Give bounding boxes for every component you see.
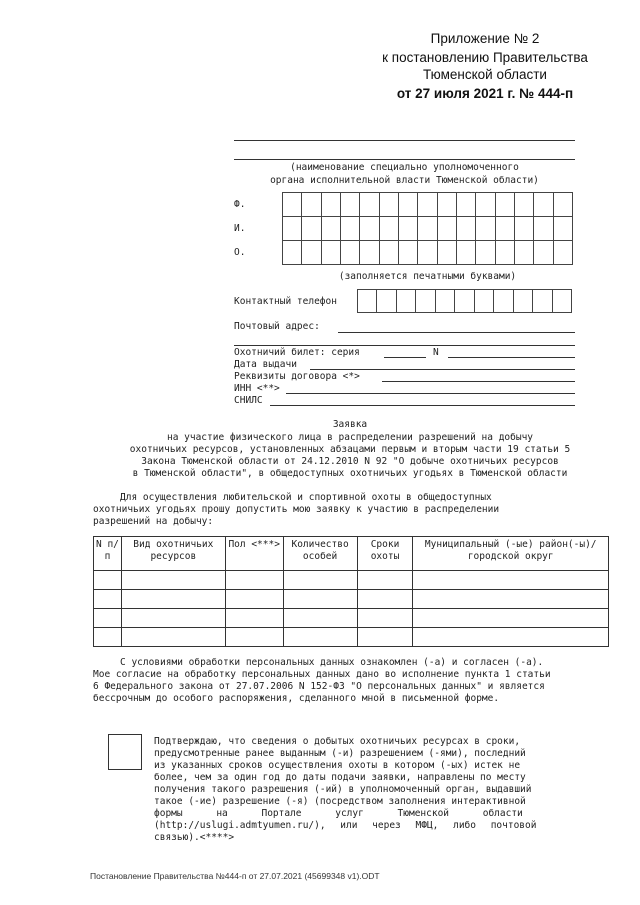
table-row[interactable] bbox=[94, 571, 609, 590]
confirm-line-4: более, чем за один год до даты подачи заявки, направлены по месту bbox=[154, 772, 526, 783]
snils-line[interactable] bbox=[270, 405, 575, 406]
surname-label: Ф. bbox=[234, 199, 246, 210]
name-cells[interactable] bbox=[283, 217, 573, 241]
ticket-series-label: Охотничий билет: серия bbox=[234, 347, 360, 358]
print-letters-note: (заполняется печатными буквами) bbox=[338, 271, 517, 282]
confirm-line-3: из указанных сроков осуществления охоты в котором (-ых) истек не bbox=[154, 760, 521, 771]
confirm-line-1: Подтверждаю, что сведения о добытых охотничьих ресурсах в сроки, bbox=[154, 736, 521, 747]
col-district-header: Муниципальный (-ые) район(-ы)/городской округ bbox=[413, 537, 609, 571]
title-line-1: на участие физического лица в распределении разрешений на добычу bbox=[166, 432, 534, 443]
recipient-line-2 bbox=[234, 159, 575, 160]
appendix-ref-line: к постановлению Правительства bbox=[382, 50, 588, 65]
confirm-line-5: получения такого разрешения (-ий) в уполномоченный орган, выдавший bbox=[154, 784, 532, 795]
issue-date-line[interactable] bbox=[310, 369, 575, 370]
phone-label: Контактный телефон bbox=[234, 296, 337, 307]
fio-letter-grid[interactable] bbox=[282, 192, 573, 265]
phone-digit-grid[interactable] bbox=[357, 289, 572, 313]
confirm-line-2: предусмотренные ранее выданным (-и) разрешением (-ями), последний bbox=[154, 748, 526, 759]
title-line-3: Закона Тюменской области от 24.12.2010 N 92 "О добыче охотничьих ресурсов bbox=[141, 456, 559, 467]
col-species-header: Вид охотничьих ресурсов bbox=[121, 537, 225, 571]
snils-label: СНИЛС bbox=[234, 395, 263, 406]
table-row[interactable] bbox=[94, 609, 609, 628]
appendix-number: Приложение № 2 bbox=[430, 31, 540, 46]
confirm-line-7: формы на Портале услуг Тюменской области bbox=[154, 808, 523, 819]
appendix-date-line: от 27 июля 2021 г. № 444-п bbox=[396, 86, 574, 101]
application-title: Заявка bbox=[332, 419, 368, 430]
surname-cells[interactable] bbox=[283, 193, 573, 217]
col-sex-header: Пол <***> bbox=[225, 537, 283, 571]
address-line-2[interactable] bbox=[234, 345, 575, 346]
consent-line-4: бессрочным до особого распоряжения, сделанного мной в письменной форме. bbox=[93, 693, 500, 704]
recipient-line-1 bbox=[234, 140, 575, 141]
title-line-2: охотничьих ресурсов, установленных абзацами первым и вторым части 19 статьи 5 bbox=[129, 444, 571, 455]
confirm-line-8: (http://uslugi.admtyumen.ru/), или через МФЦ, либо почтовой bbox=[154, 820, 537, 831]
appendix-region-line: Тюменской области bbox=[423, 67, 547, 82]
recipient-caption-1: (наименование специально уполномоченного bbox=[290, 162, 519, 173]
title-line-4: в Тюменской области", в общедоступных охотничьих угодьях в Тюменской области bbox=[132, 468, 568, 479]
document-footer: Постановление Правительства №444-п от 27.07.2021 (45699348 v1).ODT bbox=[90, 871, 380, 881]
col-period-header: Сроки охоты bbox=[357, 537, 413, 571]
patronymic-cells[interactable] bbox=[283, 241, 573, 265]
consent-line-3: 6 Федерального закона от 27.07.2006 N 152-ФЗ "О персональных данных" и является bbox=[93, 681, 545, 692]
contract-line[interactable] bbox=[382, 381, 575, 382]
consent-line-2: Мое согласие на обработку персональных данных дано во исполнение пункта 1 статьи bbox=[93, 669, 551, 680]
table-row[interactable] bbox=[94, 628, 609, 647]
table-row[interactable] bbox=[94, 590, 609, 609]
confirm-line-6: такое (-ие) разрешение (-я) (посредством заполнения интерактивной bbox=[154, 796, 526, 807]
confirm-checkbox[interactable] bbox=[108, 734, 142, 770]
intro-line-1: Для осуществления любительской и спортивной охоты в общедоступных bbox=[120, 492, 492, 503]
address-line-1[interactable] bbox=[338, 332, 575, 333]
consent-line-1: С условиями обработки персональных данных ознакомлен (-а) и согласен (-а). bbox=[120, 657, 544, 668]
issue-date-label: Дата выдачи bbox=[234, 359, 297, 370]
col-number-header: N п/п bbox=[94, 537, 122, 571]
intro-line-3: разрешений на добычу: bbox=[93, 516, 214, 527]
patronymic-label: О. bbox=[234, 247, 246, 258]
ticket-number-label: N bbox=[433, 347, 439, 358]
ticket-number-line[interactable] bbox=[448, 357, 575, 358]
inn-line[interactable] bbox=[286, 393, 575, 394]
name-label: И. bbox=[234, 223, 246, 234]
recipient-caption-2: органа исполнительной власти Тюменской области) bbox=[270, 175, 539, 186]
contract-label: Реквизиты договора <*> bbox=[234, 371, 360, 382]
inn-label: ИНН <**> bbox=[234, 383, 280, 394]
confirm-line-9: связью).<****> bbox=[154, 832, 235, 843]
intro-line-2: охотничьих угодьях прошу допустить мою заявку к участию в распределении bbox=[93, 504, 500, 515]
col-quantity-header: Количество особей bbox=[283, 537, 357, 571]
ticket-series-line[interactable] bbox=[384, 357, 426, 358]
address-label: Почтовый адрес: bbox=[234, 321, 320, 332]
request-table bbox=[93, 536, 609, 647]
